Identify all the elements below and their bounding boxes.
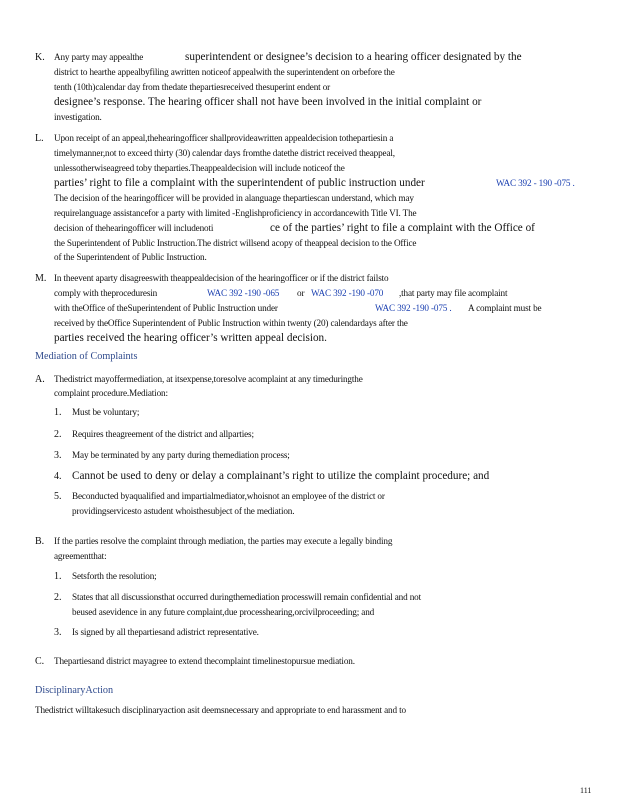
heading-mediation-of-complaints: Mediation of Complaints <box>35 351 138 362</box>
list-item-text-continued: beused asevidence in any future complaint,due processhearing,orcivilproceeding; and <box>72 607 375 617</box>
section-k-line2: district to hearthe appealbyfiling awritten noticeof appealwith the superintendent on orbefore the <box>54 67 395 77</box>
section-a-line1: Thedistrict mayoffermediation, at itsexpense,toresolve acomplaint at any timeduringthe <box>54 374 363 384</box>
list-item-text: Cannot be used to deny or delay a complainant’s right to utilize the complaint procedure; and <box>72 470 490 482</box>
section-m-line3-a: with theOffice of theSuperintendent of Public Instruction under <box>54 303 278 313</box>
section-b-line1: If the parties resolve the complaint through mediation, the parties may execute a legally binding <box>54 536 393 546</box>
section-l-line3: unlessotherwiseagreed toby theparties.Theappealdecision will include noticeof the <box>54 163 345 173</box>
list-item-number: 2. <box>54 429 62 440</box>
section-c-marker: C. <box>35 656 45 667</box>
section-l-line9: of the Superintendent of Public Instruction. <box>54 252 207 262</box>
list-item-number: 2. <box>54 592 62 603</box>
list-item-text: Requires theagreement of the district and allparties; <box>72 429 254 439</box>
list-item-text-continued: providingservicesto astudent whoisthesubject of the mediation. <box>72 506 295 516</box>
list-item-number: 1. <box>54 407 62 418</box>
wac-link-392-190-075[interactable]: WAC 392 - 190 -075 . <box>496 178 575 188</box>
list-item-number: 1. <box>54 571 62 582</box>
section-m-line3-b: A complaint must be <box>468 303 542 313</box>
section-l-line5: The decision of the hearingofficer will be provided in alanguage thepartiescan understand, which may <box>54 193 414 203</box>
section-m-line1: In theevent aparty disagreeswith theappealdecision of the hearingofficer or if the district failsto <box>54 273 389 283</box>
section-m-line2-a: comply with theproceduresin <box>54 288 158 298</box>
section-l-line7-b: ce of the parties’ right to file a complaint with the Office of <box>270 222 535 234</box>
section-l-line8: the Superintendent of Public Instruction.The district willsend acopy of theappeal decision to the Office <box>54 238 417 248</box>
section-k-marker: K. <box>35 52 45 63</box>
section-a-marker: A. <box>35 374 45 385</box>
list-item-text: Beconducted byaqualified and impartialmediator,whoisnot an employee of the district or <box>72 491 385 501</box>
list-item-text: Is signed by all thepartiesand adistrict representative. <box>72 627 259 637</box>
section-l-line6: requirelanguage assistancefor a party with limited -Englishproficiency in accordancewith Title VI. The <box>54 208 417 218</box>
section-m-marker: M. <box>35 273 47 284</box>
section-k-line4: designee’s response. The hearing officer shall not have been involved in the initial complaint or <box>54 96 482 108</box>
section-l-line1: Upon receipt of an appeal,thehearingofficer shallprovideawritten appealdecision tothepartiesin a <box>54 133 394 143</box>
section-m-line4: received by theOffice Superintendent of Public Instruction within twenty (20) calendardays after the <box>54 318 408 328</box>
section-m-line5: parties received the hearing officer’s written appeal decision. <box>54 332 327 344</box>
list-item-text: States that all discussionsthat occurred duringthemediation processwill remain confidential and not <box>72 592 421 602</box>
list-item-number: 3. <box>54 450 62 461</box>
list-item-text: Setsforth the resolution; <box>72 571 157 581</box>
section-b-marker: B. <box>35 536 45 547</box>
list-item-number: 5. <box>54 491 62 502</box>
section-m-line2-or: or <box>297 288 305 298</box>
section-k-line1-b: superintendent or designee’s decision to a hearing officer designated by the <box>185 51 522 63</box>
section-a-line2: complaint procedure.Mediation: <box>54 388 168 398</box>
heading-disciplinary-action: DisciplinaryAction <box>35 685 114 696</box>
page-number: 111 <box>580 786 592 795</box>
section-l-marker: L. <box>35 133 44 144</box>
list-item-text: May be terminated by any party during themediation process; <box>72 450 290 460</box>
wac-link-392-190-070[interactable]: WAC 392 -190 -070 <box>311 288 384 298</box>
section-k-line3: tenth (10th)calendar day from thedate thepartiesreceived thesuperint endent or <box>54 82 331 92</box>
section-b-line2: agreementthat: <box>54 551 107 561</box>
list-item-number: 3. <box>54 627 62 638</box>
list-item-number: 4. <box>54 471 62 482</box>
wac-link-392-190-065[interactable]: WAC 392 -190 -065 <box>207 288 280 298</box>
section-k-line5: investigation. <box>54 112 102 122</box>
section-k-line1-a: Any party may appealthe <box>54 52 144 62</box>
section-m-line2-b: ,that party may file acomplaint <box>399 288 508 298</box>
disciplinary-line: Thedistrict willtakesuch disciplinaryaction asit deemsnecessary and appropriate to end harassment and to <box>35 705 406 715</box>
section-l-line4-a: parties’ right to file a complaint with the superintendent of public instruction under <box>54 177 425 189</box>
list-item-text: Must be voluntary; <box>72 407 140 417</box>
section-l-line7-a: decision of thehearingofficer will includenoti <box>54 223 214 233</box>
section-l-line2: timelymanner,not to exceed thirty (30) calendar days fromthe datethe district received theappeal, <box>54 148 395 158</box>
section-c-line1: Thepartiesand district mayagree to extend thecomplaint timelinestopursue mediation. <box>54 656 355 666</box>
wac-link-392-190-075-m[interactable]: WAC 392 -190 -075 . <box>375 303 452 313</box>
